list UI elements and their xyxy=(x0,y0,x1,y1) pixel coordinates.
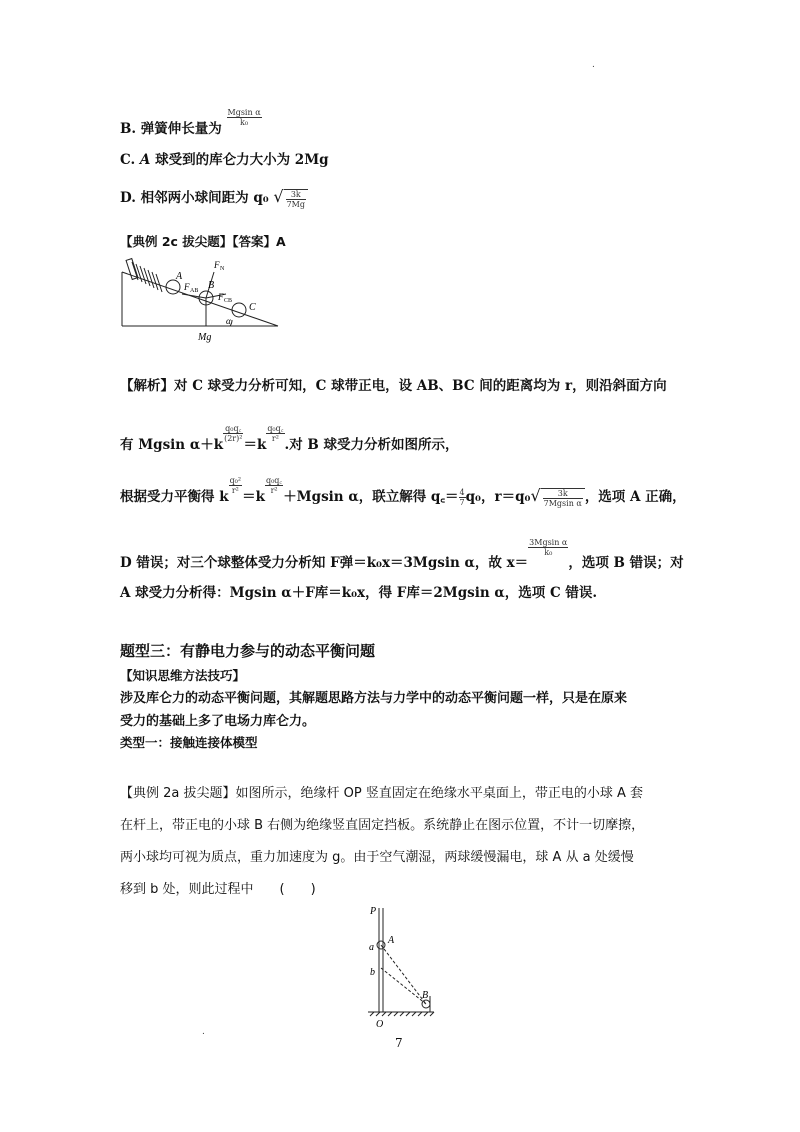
sol-l3-e: ，选项 A 正确， xyxy=(584,489,686,505)
sol-l3-c: ＋Mgsin α，联立解得 q꜀＝ xyxy=(283,489,459,505)
sqrt-sign-icon: √ xyxy=(273,187,284,206)
sol-l4-frac-num: 3Mgsin α xyxy=(529,538,568,547)
option-b-text: B. 弹簧伸长量为 xyxy=(120,121,222,137)
sol-l3-frac1-num: q₀² xyxy=(229,476,242,485)
example-line-3: 两小球均可视为质点，重力加速度为 g。由于空气潮湿，两球缓慢漏电，球 A 从 a 处缓慢 xyxy=(120,850,634,865)
fig2-label-a: A xyxy=(388,935,395,946)
sol-l2-frac2 xyxy=(266,424,284,443)
sol-l2-c: .对 B 球受力分析如图所示， xyxy=(284,437,459,453)
option-c-var: A xyxy=(139,152,151,168)
fig1-label-mg: Mg xyxy=(198,332,212,343)
table-hatch-icon xyxy=(370,1012,434,1016)
header-mark: . xyxy=(592,60,595,70)
option-c xyxy=(120,148,329,168)
incline-diagram xyxy=(118,254,288,344)
knowledge-title: 【知识思维方法技巧】 xyxy=(120,668,246,683)
fig1-label-fn-sub: N xyxy=(220,266,225,272)
ball-a xyxy=(166,280,180,294)
fig2-label-o: O xyxy=(376,1019,384,1030)
sol-l4-frac-den: k₀ xyxy=(544,548,553,557)
fig2-label-p: P xyxy=(370,906,377,917)
fig1-label-fab-sub: AB xyxy=(190,288,199,294)
solution-line-3 xyxy=(120,476,686,508)
fig2-label-b: B xyxy=(422,990,429,1001)
solution-line-4 xyxy=(120,538,684,571)
knowledge-line-1: 涉及库仑力的动态平衡问题，其解题思路方法与力学中的动态平衡问题一样，只是在原来 xyxy=(120,691,628,706)
option-b-fraction xyxy=(227,108,262,127)
sol-l3-frac2 xyxy=(265,476,283,495)
fig1-label-alpha: α xyxy=(226,316,231,326)
rod-diagram xyxy=(360,900,450,1032)
option-c-text: 球受到的库仑力大小为 2Mg xyxy=(150,152,329,168)
fig1-label-fab: F xyxy=(184,282,190,292)
sol-l2-frac1-num: q₀q꜀ xyxy=(223,424,243,434)
option-b-denominator: k₀ xyxy=(240,118,249,127)
section-title: 题型三：有静电力参与的动态平衡问题 xyxy=(120,642,376,660)
option-d-sqrt xyxy=(284,189,308,209)
sol-l3-sqrt-den: 7Mgsin α xyxy=(543,498,582,508)
fig1-label-a: A xyxy=(176,271,183,282)
sol-l3-frac1 xyxy=(229,476,243,495)
option-b xyxy=(120,108,262,137)
sol-l3-frac1-den: r² xyxy=(231,486,239,495)
sol-l2-a: 有 Mgsin α＋k xyxy=(120,437,224,453)
fig1-label-fcb-sub: CB xyxy=(224,298,233,304)
sol-l2-frac1 xyxy=(223,424,243,443)
footer-mark: . xyxy=(202,1027,205,1037)
fig1-label-fcb: F xyxy=(218,292,224,302)
sol-l2-frac2-den: r² xyxy=(271,434,279,443)
sol-l3-sqrt-num: 3k xyxy=(543,489,583,499)
sol-l4-frac xyxy=(528,538,568,557)
knowledge-line-2: 受力的基础上多了电场力库仑力。 xyxy=(120,714,316,729)
option-c-prefix: C. xyxy=(120,152,140,168)
example-line-1: 【典例 2a 拔尖题】如图所示，绝缘杆 OP 竖直固定在绝缘水平桌面上，带正电的小球 A 套 xyxy=(120,786,643,801)
sol-l3-d: q₀，r＝q₀ xyxy=(465,489,531,505)
sol-l3-frac3-num: 4 xyxy=(459,488,465,497)
option-d-text: D. 相邻两小球间距为 q₀ xyxy=(120,190,269,206)
incline-slope xyxy=(122,272,278,326)
sol-l3-frac2-num: q₀q꜀ xyxy=(265,476,283,485)
spring-mount xyxy=(126,259,138,280)
fig1-label-fn: F xyxy=(214,260,220,270)
sol-l4-b: ，选项 B 错误；对 xyxy=(568,555,684,571)
sol-l4-a: D 错误；对三个球整体受力分析知 F弹＝k₀x＝3Mgsin α，故 x＝ xyxy=(120,555,529,571)
solution-line-5: A 球受力分析得：Mgsin α＋F库＝k₀x，得 F库＝2Mgsin α，选项 C 错误. xyxy=(120,585,598,601)
sol-l3-frac3-den: 7 xyxy=(459,498,465,507)
ball-c xyxy=(232,303,246,317)
option-d xyxy=(120,186,308,209)
spring-icon xyxy=(132,262,162,292)
fig2-label-b-small: b xyxy=(370,967,375,978)
sol-l3-frac3 xyxy=(459,488,466,507)
sol-l3-frac2-den: r² xyxy=(270,486,278,495)
sol-l3-a: 根据受力平衡得 k xyxy=(120,489,229,505)
sol-l2-frac2-num: q₀q꜀ xyxy=(267,424,284,433)
solution-line-1: 【解析】对 C 球受力分析可知，C 球带正电，设 AB、BC 间的距离均为 r，则沿斜面方向 xyxy=(120,378,667,394)
page-number: 7 xyxy=(395,1036,403,1050)
fig1-label-b: B xyxy=(208,280,215,291)
sol-l3-b: ＝k xyxy=(242,489,265,505)
dashed-ab xyxy=(381,945,429,1004)
sol-l2-b: ＝k xyxy=(243,437,267,453)
sol-l2-frac1-den: (2r)² xyxy=(224,434,243,443)
sqrt-sign-icon: √ xyxy=(530,486,541,505)
option-b-numerator: Mgsin α xyxy=(227,108,261,117)
solution-line-2 xyxy=(120,424,459,453)
sol-l3-sqrt xyxy=(541,488,585,508)
fig1-label-c: C xyxy=(249,302,256,313)
dashed-bb xyxy=(381,968,429,1004)
type-one-title: 类型一：接触连接体模型 xyxy=(120,735,258,750)
example-line-4: 移到 b 处，则此过程中 ( ) xyxy=(120,882,316,897)
option-d-sqrt-numerator: 3k xyxy=(286,190,306,200)
answer-line: 【典例 2c 拔尖题】【答案】A xyxy=(120,234,286,249)
option-d-sqrt-denominator: 7Mg xyxy=(286,199,305,209)
fig2-label-a-small: a xyxy=(369,942,374,953)
example-line-2: 在杆上，带正电的小球 B 右侧为绝缘竖直固定挡板。系统静止在图示位置，不计一切摩擦， xyxy=(120,818,645,833)
